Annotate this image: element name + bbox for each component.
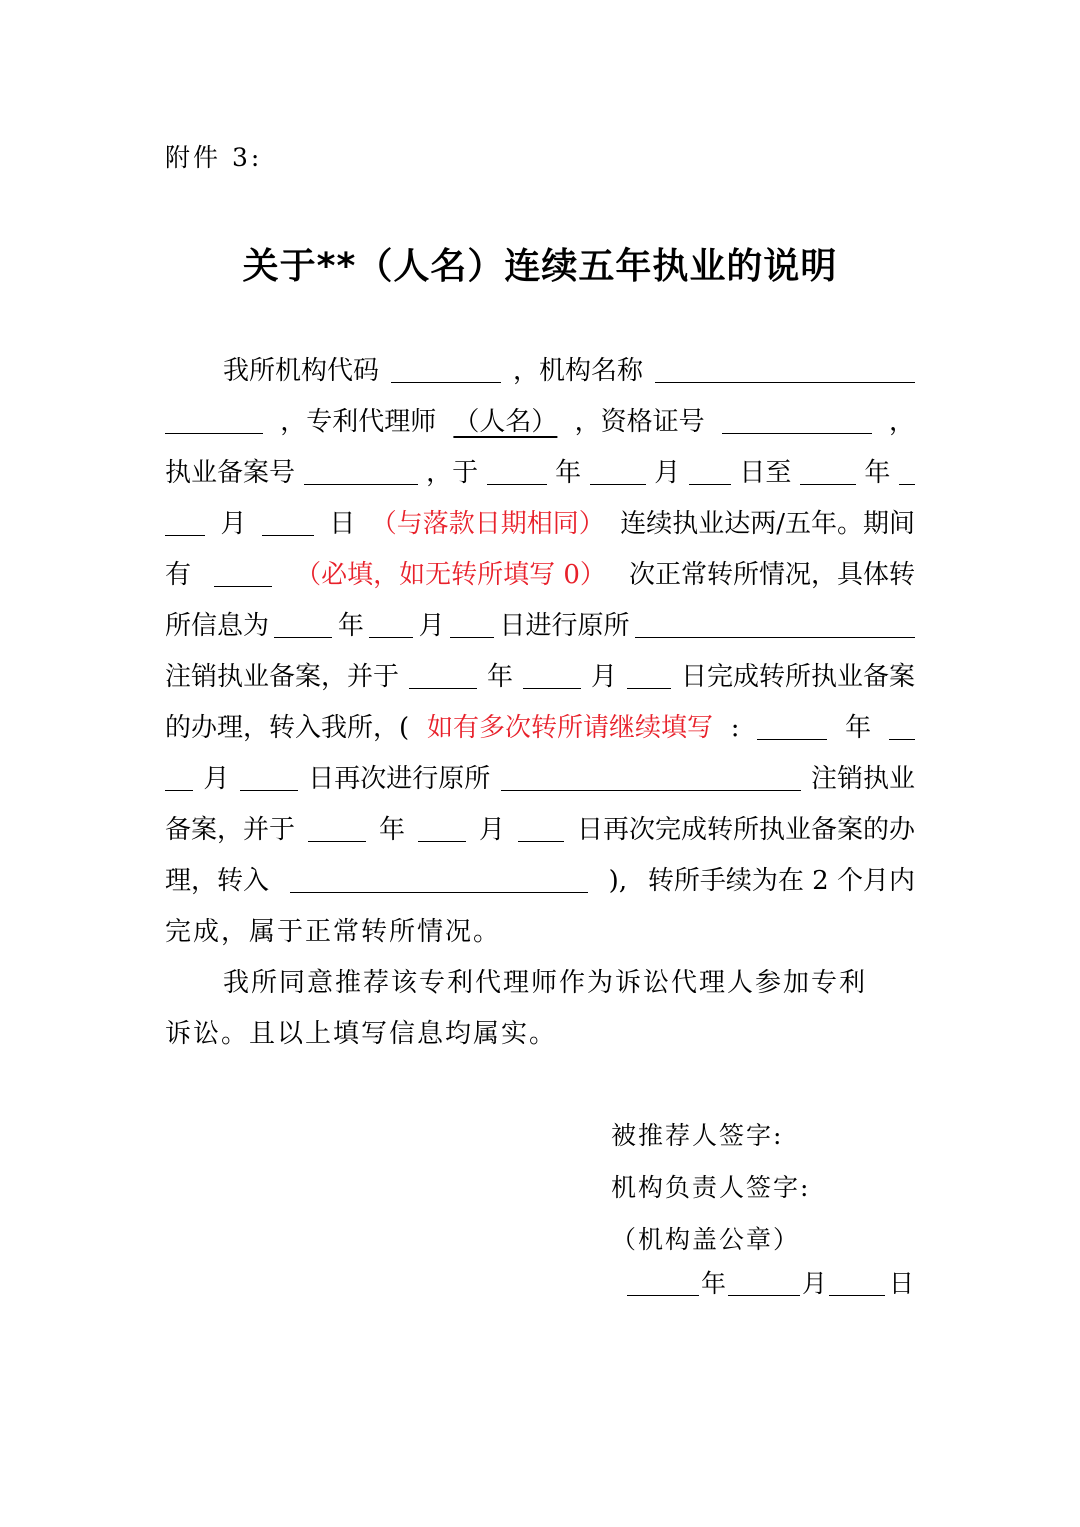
note-required: （必填，如无转所填写 0） <box>295 560 606 590</box>
second-month-blank-cont[interactable] <box>165 789 193 791</box>
end-month-blank[interactable] <box>899 483 915 485</box>
transfer-count-blank[interactable] <box>214 585 272 587</box>
text-cancel-practice: 注销执业 <box>810 764 915 794</box>
attachment-label: 附件 3: <box>165 143 263 172</box>
second-complete-month-blank[interactable] <box>418 840 466 842</box>
text-month: 月 <box>418 611 445 641</box>
org-code-blank[interactable] <box>391 381 501 383</box>
text-record-and: 备案，并于 <box>165 815 296 845</box>
text-year: 年 <box>701 1269 727 1298</box>
line-5 <box>165 550 915 601</box>
text-year: 年 <box>555 458 582 488</box>
cancel-day-blank[interactable] <box>450 636 494 638</box>
text-month: 月 <box>478 815 505 845</box>
signature-block <box>611 1110 810 1266</box>
seal-note-label: （机构盖公章） <box>611 1225 801 1254</box>
line-12 <box>165 907 915 958</box>
document-title: 关于**（人名）连续五年执业的说明 <box>242 246 838 287</box>
text-transfer-in: 的办理，转入我所，( <box>165 713 410 743</box>
text-again-original-firm: 日再次进行原所 <box>308 764 491 794</box>
note-same-as-date: （与落款日期相同） <box>370 509 605 539</box>
head-signature <box>611 1162 810 1214</box>
complete-day-blank[interactable] <box>627 687 671 689</box>
text-org-code-label: 我所机构代码 <box>223 356 380 386</box>
text-year: 年 <box>864 458 891 488</box>
sign-year-blank[interactable] <box>627 1294 699 1296</box>
end-month-blank-cont[interactable] <box>165 534 205 536</box>
p2-line-1 <box>165 958 915 1009</box>
head-signature-label: 机构负责人签字: <box>611 1173 811 1202</box>
cancel-month-blank[interactable] <box>369 636 413 638</box>
complete-year-blank[interactable] <box>409 687 477 689</box>
text-month: 月 <box>203 764 230 794</box>
text-year: 年 <box>845 713 872 743</box>
start-month-blank[interactable] <box>590 483 646 485</box>
text-day: 日 <box>889 1269 915 1298</box>
second-complete-year-blank[interactable] <box>308 840 366 842</box>
text-info-true: 诉讼。且以上填写信息均属实。 <box>165 1019 558 1049</box>
text-close-paren: ), <box>608 866 628 896</box>
cancel-year-blank[interactable] <box>274 636 332 638</box>
text-have: 有 <box>165 560 192 590</box>
text-colon: : <box>730 713 740 743</box>
seal-note <box>611 1214 810 1266</box>
p2-line-2 <box>165 1009 915 1060</box>
text-record-label: 执业备案号 <box>165 458 296 488</box>
second-transfer-firm-blank[interactable] <box>290 891 588 893</box>
line-10 <box>165 805 915 856</box>
text-cancel-record: 注销执业备案，并于 <box>165 662 400 692</box>
text-month: 月 <box>802 1269 828 1298</box>
second-original-firm-blank[interactable] <box>501 789 801 791</box>
line-2 <box>165 397 915 448</box>
sign-month-blank[interactable] <box>728 1294 800 1296</box>
org-name-blank[interactable] <box>655 381 915 383</box>
line-6 <box>165 601 915 652</box>
original-firm-blank[interactable] <box>635 636 915 638</box>
text-day: 日 <box>329 509 356 539</box>
text-month: 月 <box>220 509 247 539</box>
org-name-blank-cont[interactable] <box>165 432 263 434</box>
note-multiple-transfers: 如有多次转所请继续填写 <box>426 713 713 743</box>
sign-day-blank[interactable] <box>829 1294 885 1296</box>
recommended-signature <box>611 1110 810 1162</box>
second-month-blank[interactable] <box>889 738 915 740</box>
text-continuous-practice: 连续执业达两/五年。期间 <box>620 509 915 539</box>
line-9 <box>165 754 915 805</box>
end-year-blank[interactable] <box>800 483 856 485</box>
line-8 <box>165 703 915 754</box>
text-org-name-label: ，机构名称 <box>512 356 643 386</box>
end-day-blank[interactable] <box>262 534 314 536</box>
second-complete-day-blank[interactable] <box>518 840 564 842</box>
agent-name-placeholder: （人名） <box>453 407 558 437</box>
text-year: 年 <box>378 815 405 845</box>
text-year: 年 <box>337 611 364 641</box>
text-two-months: 转所手续为在 2 个月内 <box>647 866 915 896</box>
text-agent-label: ，专利代理师 <box>280 407 437 437</box>
start-day-blank[interactable] <box>689 483 731 485</box>
second-year-blank[interactable] <box>757 738 827 740</box>
record-number-blank[interactable] <box>304 483 418 485</box>
text-handle-transfer: 理，转入 <box>165 866 270 896</box>
second-day-blank[interactable] <box>240 789 298 791</box>
text-original-firm: 日进行原所 <box>499 611 630 641</box>
line-11 <box>165 856 915 907</box>
text-cert-label: ，资格证号 <box>574 407 705 437</box>
recommended-signature-label: 被推荐人签字: <box>611 1121 784 1150</box>
text-agree-recommend: 我所同意推荐该专利代理师作为诉讼代理人参加专利 <box>223 968 868 998</box>
line-3 <box>165 448 915 499</box>
line-1 <box>165 346 915 397</box>
complete-month-blank[interactable] <box>523 687 581 689</box>
text-normal-transfer: 完成，属于正常转所情况。 <box>165 917 502 947</box>
text-complete-transfer: 日完成转所执业备案 <box>680 662 915 692</box>
text-transfer-info: 所信息为 <box>165 611 270 641</box>
text-day-to: 日至 <box>739 458 792 488</box>
line-4 <box>165 499 915 550</box>
line-7 <box>165 652 915 703</box>
start-year-blank[interactable] <box>487 483 547 485</box>
cert-number-blank[interactable] <box>722 432 872 434</box>
text-month: 月 <box>590 662 617 692</box>
text-again-complete: 日再次完成转所执业备案的办 <box>576 815 915 845</box>
statement-body <box>165 346 915 1060</box>
text-year: 年 <box>486 662 513 692</box>
text-comma: ， <box>888 407 915 437</box>
text-from: ，于 <box>426 458 479 488</box>
text-month: 月 <box>654 458 681 488</box>
text-transfer-count: 次正常转所情况，具体转 <box>628 560 915 590</box>
signature-date <box>627 1264 914 1308</box>
